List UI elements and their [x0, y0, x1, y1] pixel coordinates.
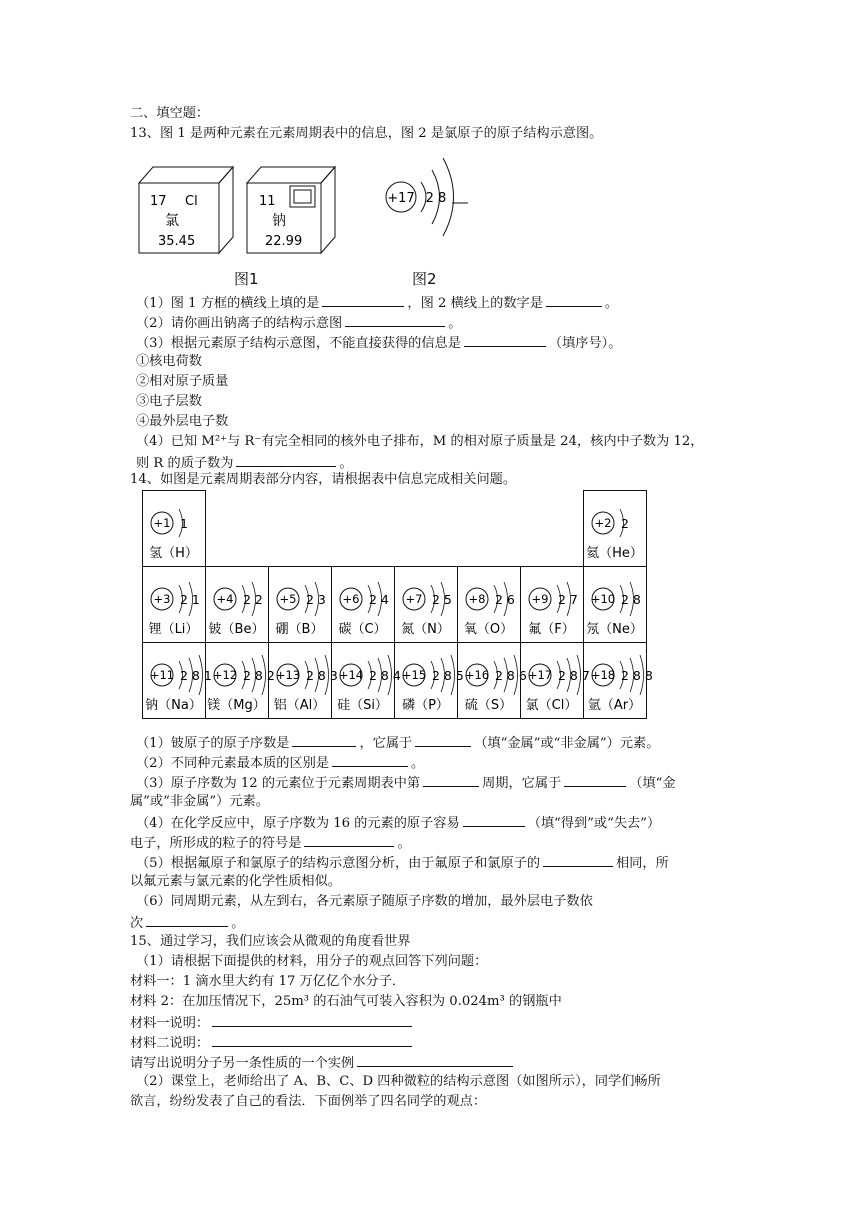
nucleus-charge: +11 — [149, 668, 175, 682]
q15-part2-line1: （2）课堂上，老师给出了 A、B、C、D 四种微粒的结构示意图（如图所示），同学们畅所 — [136, 1074, 661, 1089]
cl-name: 氯 — [165, 213, 179, 229]
q15-part1: （1）请根据下面提供的材料，用分子的观点回答下列问题： — [136, 954, 488, 969]
q15-material-1-explain: 材料一说明： — [130, 1012, 415, 1034]
q13-part4-line1: （4）已知 M²⁺与 R⁻有完全相同的核外电子排布，M 的相对原子质量是 24，核内中子数为 12， — [136, 434, 704, 449]
nucleus-charge: +9 — [531, 592, 549, 606]
element-cell-p3-3 — [332, 643, 401, 719]
electron-counts: 1 — [180, 516, 188, 531]
nucleus-charge: +3 — [153, 592, 171, 606]
electron-counts: 2 8 6 — [495, 668, 527, 683]
periodic-table — [142, 490, 653, 726]
q15-material-1: 材料一：1 滴水里大约有 17 万亿亿个水分子． — [130, 974, 406, 989]
electron-counts: 2 5 — [432, 592, 452, 607]
q14-part2: （2）不同种元素最本质的区别是 。 — [136, 752, 424, 774]
answer-blank[interactable] — [345, 312, 445, 327]
q13-part3: （3）根据元素原子结构示意图，不能直接获得的信息是 （填序号）。 — [136, 332, 621, 354]
element-label: 硼（B） — [275, 622, 324, 637]
q14-part4: （4）在化学反应中，原子序数为 16 的元素的原子容易 （填“得到”或“失去”） — [136, 812, 660, 834]
element-label: 磷（P） — [402, 698, 449, 713]
element-label: 氮（N） — [401, 622, 450, 637]
nucleus-charge: +6 — [342, 592, 360, 606]
nucleus-charge: +16 — [464, 668, 490, 682]
element-label: 锂（Li） — [148, 622, 199, 637]
electron-counts: 2 1 — [180, 592, 200, 607]
element-cell-p2-7 — [584, 567, 647, 643]
q13-part4-line2: 则 R 的质子数为 。 — [136, 452, 353, 474]
figure-2-caption: 图2 — [412, 270, 437, 288]
element-label: 氯（Cl） — [525, 698, 578, 713]
na-element-card — [247, 167, 335, 253]
cl-nucleus: +17 — [387, 191, 415, 206]
nucleus-charge: +2 — [594, 516, 612, 530]
q14-part5-line2: 以氟元素与氯元素的化学性质相似。 — [130, 874, 341, 889]
electron-counts: 2 8 — [621, 592, 641, 607]
electron-counts: 2 8 4 — [369, 668, 401, 683]
element-cell-p3-2 — [269, 643, 338, 719]
na-atomic-number: 11 — [259, 194, 276, 209]
nucleus-charge: +7 — [405, 592, 423, 606]
nucleus-charge: +12 — [212, 668, 238, 682]
q14-part6-line1: （6）同周期元素，从左到右，各元素原子随原子序数的增加，最外层电子数依 — [136, 894, 593, 909]
q13-part2: （2）请你画出钠离子的结构示意图 。 — [136, 312, 461, 334]
nucleus-charge: +18 — [590, 668, 616, 682]
element-cell-p3-1 — [206, 643, 275, 719]
answer-blank[interactable] — [423, 772, 479, 787]
electron-counts: 2 8 5 — [432, 668, 464, 683]
answer-blank[interactable] — [212, 1012, 412, 1027]
element-label: 镁（Mg） — [207, 698, 266, 713]
answer-blank[interactable] — [322, 292, 404, 307]
element-label: 氢（H） — [149, 546, 198, 561]
electron-counts: 2 7 — [558, 592, 578, 607]
element-cell-p2-1 — [206, 567, 269, 643]
answer-blank[interactable] — [464, 332, 546, 347]
nucleus-charge: +15 — [401, 668, 427, 682]
q15-material-2-explain: 材料二说明： — [130, 1032, 415, 1054]
cl-mass: 35.45 — [158, 234, 196, 249]
q14-part6-line2: 次 。 — [130, 912, 244, 934]
nucleus-charge: +1 — [153, 516, 171, 530]
element-cell-p2-2 — [269, 567, 332, 643]
element-label: 铝（Al） — [273, 698, 326, 713]
answer-blank[interactable] — [564, 772, 626, 787]
element-cell-p3-5 — [458, 643, 527, 719]
element-label: 氖（Ne） — [586, 622, 643, 637]
nucleus-charge: +10 — [590, 592, 616, 606]
electron-counts: 2 8 3 — [306, 668, 338, 683]
nucleus-charge: +8 — [468, 592, 486, 606]
electron-counts: 2 4 — [369, 592, 389, 607]
element-label: 氦（He） — [586, 546, 643, 561]
answer-blank[interactable] — [292, 732, 356, 747]
element-cell-p2-0 — [143, 567, 206, 643]
cl-atomic-number: 17 — [150, 194, 167, 209]
electron-counts: 2 — [621, 516, 629, 531]
electron-counts: 2 8 8 — [621, 668, 653, 683]
answer-blank[interactable] — [463, 812, 525, 827]
q13-option-3: ③电子层数 — [136, 394, 202, 409]
answer-blank[interactable] — [546, 292, 602, 307]
q13-option-2: ②相对原子质量 — [136, 374, 229, 389]
q14-part5: （5）根据氟原子和氯原子的结构示意图分析，由于氟原子和氯原子的 相同，所 — [136, 852, 669, 874]
answer-blank[interactable] — [236, 452, 336, 467]
element-cell-p2-5 — [458, 567, 521, 643]
q15-material-2: 材料 2：在加压情况下，25m³ 的石油气可装入容积为 0.024m³ 的钢瓶中 — [130, 994, 562, 1009]
element-cell-p2-6 — [521, 567, 584, 643]
answer-blank[interactable] — [357, 1052, 513, 1067]
element-cell-p3-7 — [584, 643, 653, 719]
electron-counts: 2 8 7 — [558, 668, 590, 683]
element-label: 硅（Si） — [337, 698, 388, 713]
cl-electron-shells: 2 8 — [425, 191, 447, 206]
element-cell-p2-4 — [395, 567, 458, 643]
answer-blank[interactable] — [304, 832, 394, 847]
electron-counts: 2 6 — [495, 592, 515, 607]
answer-blank[interactable] — [415, 732, 471, 747]
q14-part1: （1）铍原子的原子序数是 ，它属于 （填“金属”或“非金属”）元素。 — [136, 732, 659, 754]
answer-blank[interactable] — [212, 1032, 412, 1047]
element-label: 碳（C） — [338, 622, 387, 637]
nucleus-charge: +13 — [275, 668, 301, 682]
q14-part3-line2: 属”或“非金属”）元素。 — [130, 794, 269, 809]
nucleus-charge: +14 — [338, 668, 364, 682]
element-label: 氩（Ar） — [587, 698, 642, 713]
answer-blank[interactable] — [146, 912, 228, 927]
q13-stem: 13、图 1 是两种元素在元素周期表中的信息，图 2 是氯原子的原子结构示意图。 — [130, 126, 603, 141]
q14-part4-line2: 电子，所形成的粒子的符号是 。 — [130, 832, 411, 854]
element-cell-p3-4 — [395, 643, 464, 719]
section-title: 二、填空题： — [130, 106, 210, 121]
element-label: 钠（Na） — [145, 698, 202, 713]
q13-part1: （1）图 1 方框的横线上填的是 ，图 2 横线上的数字是 。 — [136, 292, 618, 314]
element-cell-h — [143, 491, 206, 567]
element-cell-he — [584, 491, 647, 567]
element-cell-p3-6 — [521, 643, 590, 719]
q15-part2-line2: 欲言，纷纷发表了自己的看法．下面例举了四名同学的观点： — [130, 1094, 487, 1109]
element-label: 氟（F） — [528, 622, 575, 637]
nucleus-charge: +4 — [216, 592, 234, 606]
element-label: 铍（Be） — [208, 622, 265, 637]
nucleus-charge: +17 — [527, 668, 553, 682]
q14-part3: （3）原子序数为 12 的元素位于元素周期表中第 周期，它属于 （填“金 — [136, 772, 676, 794]
figure-1-element-cards — [135, 153, 335, 257]
element-cell-p2-3 — [332, 567, 395, 643]
na-mass: 22.99 — [265, 234, 303, 249]
nucleus-charge: +5 — [279, 592, 297, 606]
q13-option-1: ①核电荷数 — [136, 354, 202, 369]
element-label: 硫（S） — [464, 698, 513, 713]
cl-element-card — [139, 167, 233, 253]
electron-counts: 2 2 — [243, 592, 263, 607]
electron-counts: 2 8 2 — [243, 668, 275, 683]
q15-stem: 15、通过学习，我们应该会从微观的角度看世界 — [130, 934, 411, 949]
na-name: 钠 — [272, 213, 286, 229]
element-cell-p3-0 — [143, 643, 212, 719]
q14-stem: 14、如图是元素周期表部分内容，请根据表中信息完成相关问题。 — [130, 472, 517, 487]
electron-counts: 2 3 — [306, 592, 326, 607]
figure-1-caption: 图1 — [234, 270, 259, 288]
q13-option-4: ④最外层电子数 — [136, 414, 229, 429]
element-label: 氧（O） — [463, 622, 514, 637]
electron-counts: 2 8 1 — [180, 668, 212, 683]
answer-blank[interactable] — [543, 852, 613, 867]
figure-2-chlorine-atom — [380, 150, 490, 250]
answer-blank[interactable] — [332, 752, 408, 767]
cl-symbol: Cl — [185, 194, 198, 209]
q15-example: 请写出说明分子另一条性质的一个实例 — [130, 1052, 516, 1074]
